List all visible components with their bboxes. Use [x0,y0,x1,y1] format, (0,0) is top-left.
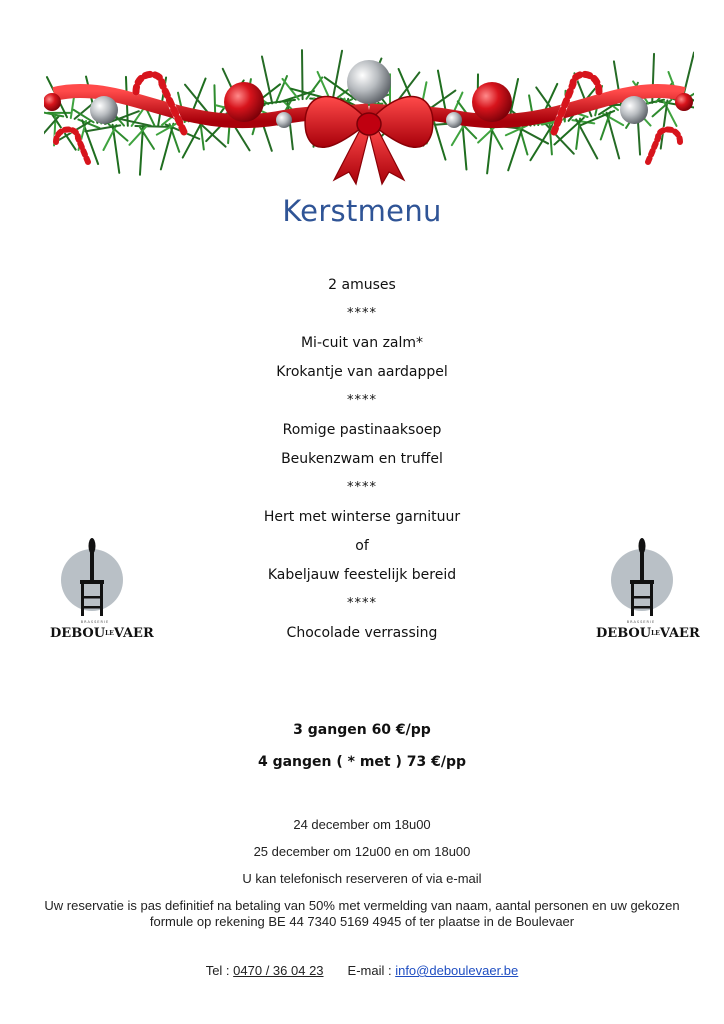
menu-separator: **** [347,306,377,321]
brasserie-label: BRASSERIE [80,620,110,624]
chair-fork-logo-icon [50,536,140,620]
menu-separator: **** [347,393,377,408]
menu-item: Hert met winterse garnituur [263,509,461,525]
tel-label: Tel : [205,963,234,978]
reservation-line: U kan telefonisch reserveren of via e-mail [242,871,482,886]
menu-separator: **** [347,596,377,611]
brand-logo-left [50,536,154,646]
brasserie-label: BRASSERIE [626,620,656,624]
menu-item: Chocolade verrassing [286,625,438,641]
contact-line [0,963,724,978]
menu-item: Kabeljauw feestelijk bereid [267,567,457,583]
brand-name: DEBOULEVAER [596,626,700,641]
menu-item: Krokantje van aardappel [276,364,448,380]
price-four-courses: 4 gangen ( * met ) 73 €/pp [257,754,467,770]
menu-item: Romige pastinaaksoep [282,422,442,438]
date-line-1: 24 december om 18u00 [293,817,431,832]
menu-item: Mi-cuit van zalm* [300,335,424,351]
date-line-2: 25 december om 12u00 en om 18u00 [253,844,471,859]
payment-note: Uw reservatie is pas definitief na betaling van 50% met vermelding van naam, aantal personen en uw gekozen formule op rekening BE 44 7340 5169 4945 of ter plaatse in de Boulevaer [44,898,680,929]
chair-fork-logo-icon [596,536,686,620]
brand-name: DEBOULEVAER [50,626,154,641]
info-block [0,814,724,930]
menu-item: 2 amuses [328,277,396,293]
menu-item: of [355,538,369,554]
brand-logo-right [596,536,700,646]
phone-link[interactable]: 0470 / 36 04 23 [233,963,324,978]
email-label: E-mail : [347,963,396,978]
menu-separator: **** [347,480,377,495]
price-three-courses: 3 gangen 60 €/pp [293,722,431,738]
menu-item: Beukenzwam en truffel [281,451,443,467]
email-link[interactable]: info@deboulevaer.be [395,963,519,978]
page-title: Kerstmenu [282,194,442,228]
christmas-garland-icon [44,22,694,188]
price-block [0,718,724,782]
